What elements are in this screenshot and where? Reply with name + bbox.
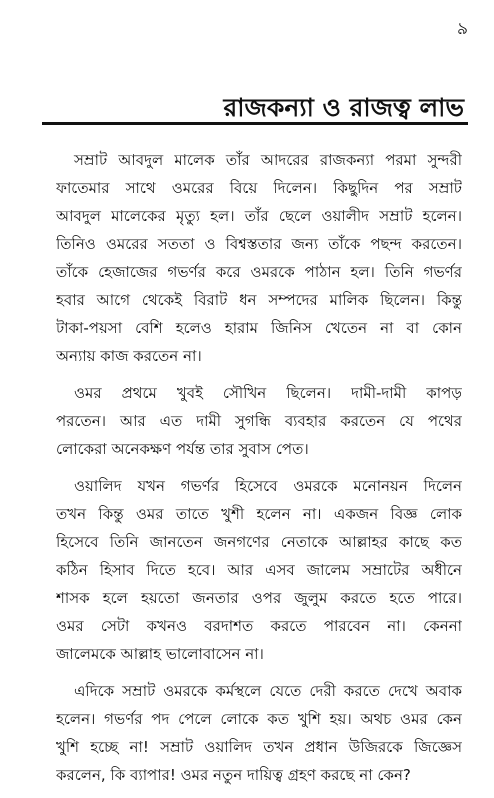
text-line: জালেমকে আল্লাহ ভালোবাসেন না। — [56, 645, 264, 663]
text-line: আবদুল মালেকের মৃত্যু হল। তাঁর ছেলে ওয়ালীদ সম্রাট হলেন। — [56, 207, 462, 225]
text-line: সম্রাট আবদুল মালেক তাঁর আদরের রাজকন্যা পরমা সুন্দরী — [74, 151, 462, 169]
title-underline — [42, 122, 468, 125]
text-line: খুশি হচ্ছে না! সম্রাট ওয়ালিদ তখন প্রধান উজিরকে জিজ্ঞেস — [56, 738, 462, 756]
text-line: ওমর সেটা কখনও বরদাশত করতে পারবেন না। কেননা — [56, 617, 462, 635]
text-line: তিনিও ওমরের সততা ও বিশ্বস্ততার জন্য তাঁকে পছন্দ করতেন। — [56, 235, 462, 253]
page-number: ৯ — [456, 19, 468, 39]
text-line: পরতেন। আর এত দামী সুগন্ধি ব্যবহার করতেন যে পথের — [56, 412, 462, 430]
paragraph-4 — [56, 677, 462, 789]
text-line: লোকেরা অনেকক্ষণ পর্যন্ত তার সুবাস পেত। — [56, 440, 309, 458]
text-line: ওমর প্রথমে খুবই সৌখিন ছিলেন। দামী-দামী কাপড় — [74, 384, 462, 402]
text-line: ওয়ালিদ যখন গভর্ণর হিসেবে ওমরকে মনোনয়ন দিলেন — [74, 477, 462, 495]
text-line: হিসেবে তিনি জানতেন জনগণের নেতাকে আল্লাহর কাছে কত — [56, 533, 462, 551]
paragraph-3 — [56, 472, 462, 668]
text-line: ফাতেমার সাথে ওমরের বিয়ে দিলেন। কিছুদিন পর সম্রাট — [56, 179, 462, 197]
chapter-title: রাজকন্যা ও রাজত্ব লাভ — [223, 93, 464, 122]
text-line: অন্যায় কাজ করতেন না। — [56, 347, 202, 365]
text-line: হলেন। গভর্ণর পদ পেলে লোকে কত খুশি হয়। অথচ ওমর কেন — [56, 710, 462, 728]
paragraph-2 — [56, 379, 462, 463]
text-line: তাঁকে হেজাজের গভর্ণর করে ওমরকে পাঠান হল। তিনি গভর্ণর — [56, 263, 462, 281]
body-text — [56, 146, 462, 798]
text-line: কঠিন হিসাব দিতে হবে। আর এসব জালেম সম্রাটের অধীনে — [56, 561, 462, 579]
text-line: হবার আগে থেকেই বিরাট ধন সম্পদের মালিক ছিলেন। কিন্তু — [56, 291, 462, 309]
text-line: টাকা-পয়সা বেশি হলেও হারাম জিনিস খেতেন না বা কোন — [56, 319, 462, 337]
text-line: তখন কিন্তু ওমর তাতে খুশী হলেন না। একজন বিজ্ঞ লোক — [56, 505, 462, 523]
text-line: করলেন, কি ব্যাপার! ওমর নতুন দায়িত্ব গ্রহণ করছে না কেন? — [56, 766, 411, 784]
text-line: এদিকে সম্রাট ওমরকে কর্মস্থলে যেতে দেরী করতে দেখে অবাক — [74, 682, 462, 700]
paragraph-1 — [56, 146, 462, 370]
text-line: শাসক হলে হয়তো জনতার ওপর জুলুম করতে হতে পারে। — [56, 589, 462, 607]
